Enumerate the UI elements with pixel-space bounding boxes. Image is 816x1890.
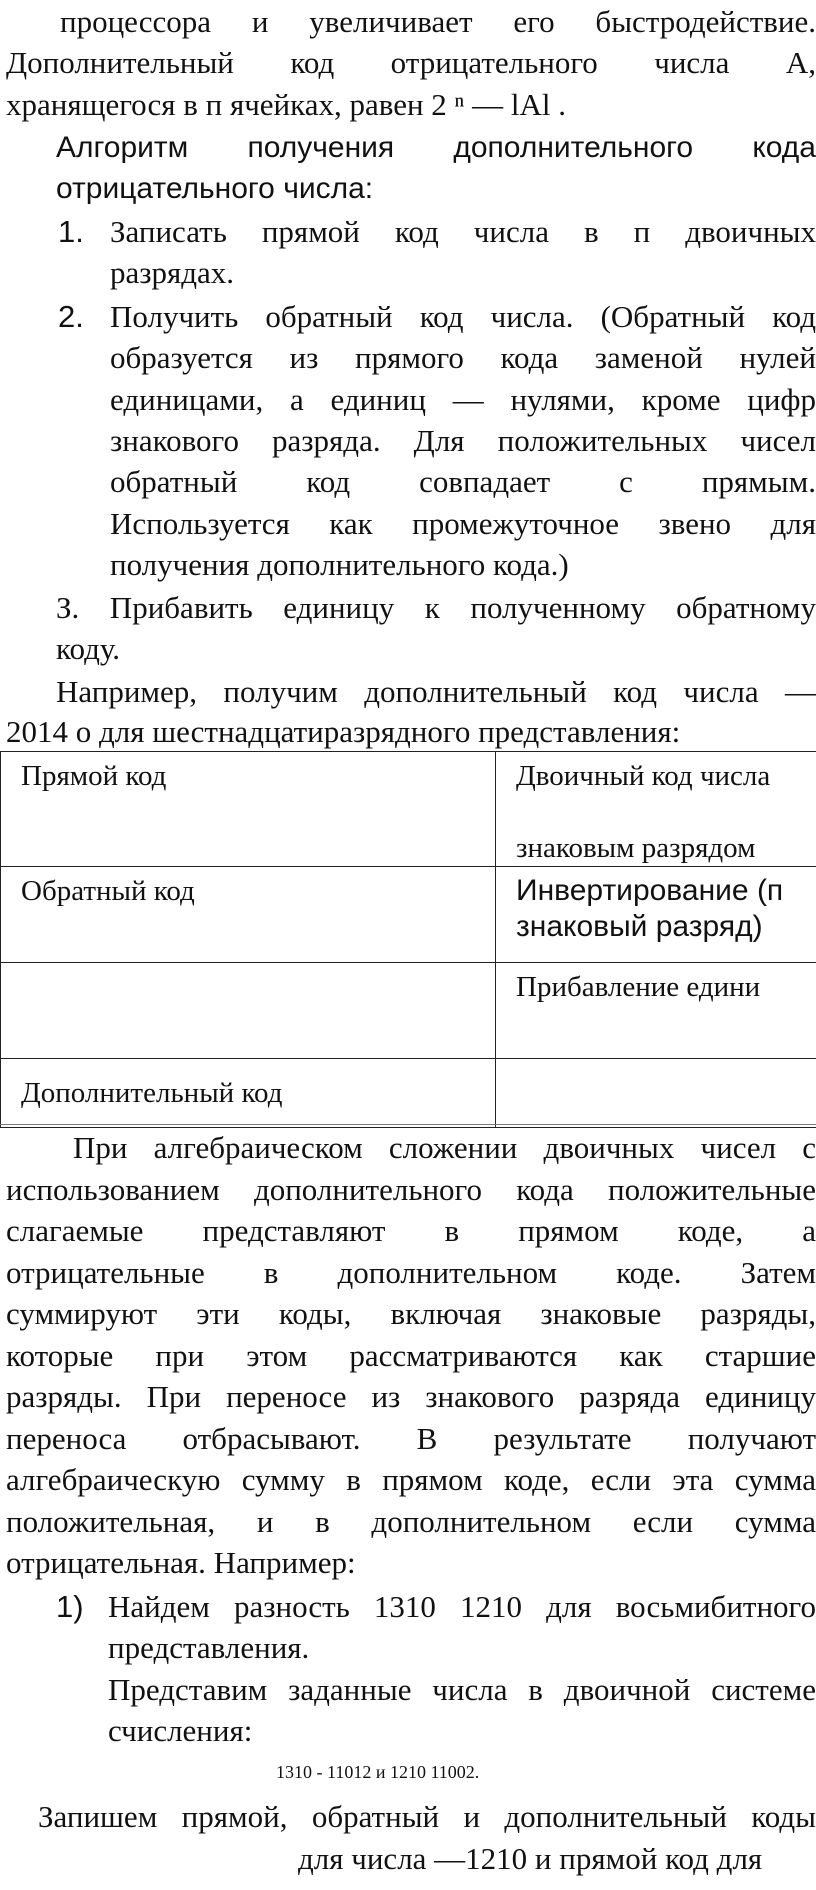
table-cell-twos-complement-desc: [496, 1059, 816, 1128]
step-1-number: 1.: [58, 214, 84, 249]
paragraph-line-10: положительная, и в дополнительном если сумма: [6, 1504, 816, 1539]
step-2-line-2: образуется из прямого кода заменой нулей: [110, 340, 816, 375]
final-line-2: для числа —1210 и прямой код для: [298, 1841, 763, 1876]
item-1-line-2: представления.: [108, 1630, 310, 1665]
item-1-number: 1): [56, 1589, 84, 1624]
step-1-line-2: разрядах.: [110, 255, 235, 290]
table-cell-twos-complement: Дополнительный код: [1, 1059, 496, 1128]
paragraph-line-3: слагаемые представляют в прямом коде, а: [6, 1213, 816, 1248]
step-2-line-7: получения дополнительного кода.): [110, 547, 569, 582]
codes-table: [0, 751, 816, 1128]
intro-line-3: хранящегося в п ячейках, равен 2 ⁿ — lAl .: [6, 87, 566, 122]
table-cell-inverse-code: Обратный код: [1, 867, 496, 963]
step-2-line-3: единицами, а единиц — нулями, кроме цифр: [110, 382, 816, 417]
intro-line-2: Дополнительный код отрицательного числа А,: [6, 45, 816, 80]
step-1-line-1: Записать прямой код числа в п двоичных: [110, 214, 816, 249]
paragraph-line-4: отрицательные в дополнительном коде. Затем: [6, 1255, 816, 1290]
paragraph-line-1: При алгебраическом сложении двоичных чисел с: [73, 1130, 816, 1165]
table-cell-add-one-desc: Прибавление едини: [496, 963, 816, 1059]
paragraph-line-2: использованием дополнительного кода положительные: [6, 1172, 816, 1207]
table-cell-empty: [1, 963, 496, 1059]
table-cell-inverse-desc: Инвертирование (п знаковый разряд): [496, 867, 816, 963]
step-2-line-6: Используется как промежуточное звено для: [110, 506, 816, 541]
algorithm-title-line-2: отрицательного числа:: [56, 172, 374, 205]
example-line-1: Например, получим дополнительный код числа —: [56, 674, 816, 709]
paragraph-line-5: суммируют эти коды, включая знаковые разряды,: [6, 1296, 816, 1331]
algorithm-title-line-1: Алгоритм получения дополнительного кода: [56, 131, 816, 164]
table-cell-direct-code: Прямой код: [1, 752, 496, 867]
step-3-line-1: З. Прибавить единицу к полученному обратному: [56, 590, 816, 625]
example-line-2: 2014 о для шестнадцатиразрядного представления:: [6, 714, 681, 749]
table-cell-direct-desc: Двоичный код числа знаковым разрядом: [496, 752, 816, 867]
paragraph-line-11: отрицательная. Например:: [6, 1545, 356, 1580]
paragraph-line-7: разряды. При переносе из знакового разряда единицу: [6, 1379, 816, 1414]
table-row: [1, 752, 816, 867]
paragraph-line-8: переноса отбрасывают. В результате получают: [6, 1421, 816, 1456]
table-row: [1, 963, 816, 1059]
step-3-line-2: коду.: [56, 631, 121, 666]
step-2-number: 2.: [58, 299, 84, 334]
item-1-line-3: Представим заданные числа в двоичной системе: [108, 1672, 816, 1707]
paragraph-line-9: алгебраическую сумму в прямом коде, если эта сумма: [6, 1462, 816, 1497]
item-1-line-4: счисления:: [108, 1713, 253, 1748]
table-bottom-rule: [0, 1124, 816, 1125]
step-2-line-5: обратный код совпадает с прямым.: [110, 464, 816, 499]
table-row: [1, 867, 816, 963]
paragraph-line-6: которые при этом рассматриваются как старшие: [6, 1338, 816, 1373]
intro-line-1: процессора и увеличивает его быстродействие.: [60, 4, 816, 39]
step-2-line-4: знакового разряда. Для положительных чисел: [110, 423, 816, 458]
final-line-1: Запишем прямой, обратный и дополнительный коды: [38, 1799, 816, 1834]
item-1-line-1: Найдем разность 1310 1210 для восьмибитного: [108, 1589, 816, 1624]
table-row: [1, 1059, 816, 1128]
step-2-line-1: Получить обратный код числа. (Обратный код: [110, 299, 816, 334]
binary-formula: 1310 - 11012 и 1210 11002.: [276, 1762, 480, 1782]
